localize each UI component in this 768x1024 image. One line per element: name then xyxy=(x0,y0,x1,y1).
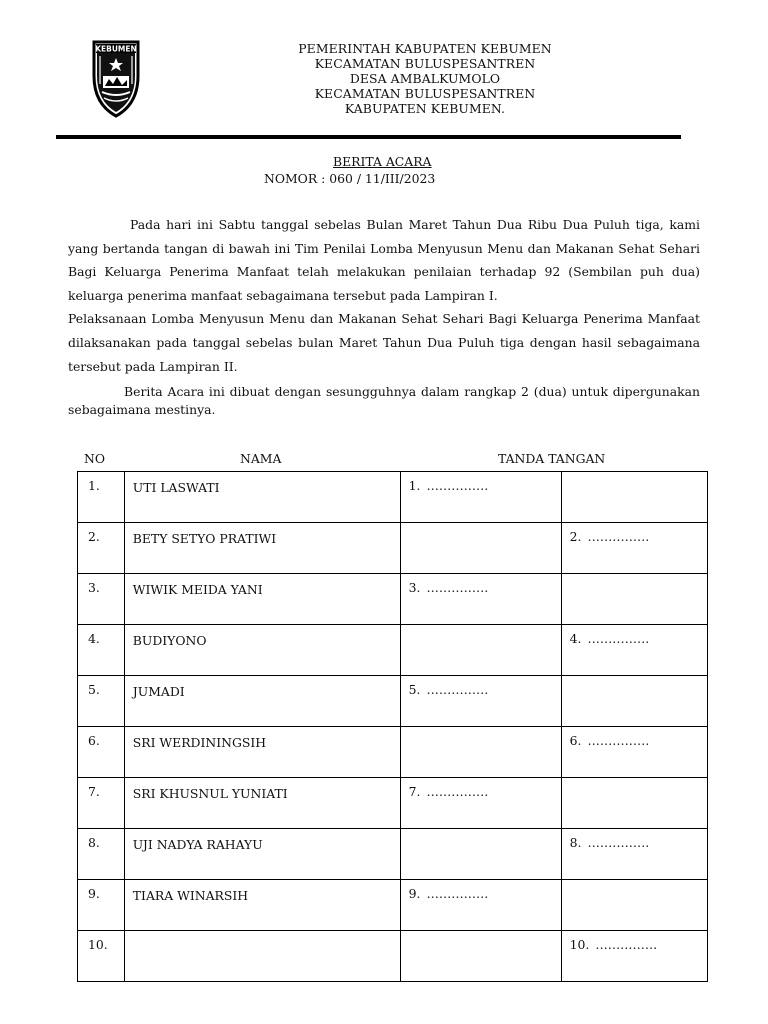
member-name: UJI NADYA RAHAYU xyxy=(132,837,263,852)
signature-cell-left xyxy=(400,727,561,778)
member-name: SRI WERDININGSIH xyxy=(132,735,267,750)
title-heading: BERITA ACARA xyxy=(333,154,432,169)
member-name: BETY SETYO PRATIWI xyxy=(132,531,277,546)
row-number-cell xyxy=(78,574,125,625)
member-name: SRI KHUSNUL YUNIATI xyxy=(132,786,288,801)
paragraph-3: Berita Acara ini dibuat dengan sesungguhnya dalam rangkap 2 (dua) untuk dipergunakan sebagaimana mestinya. xyxy=(68,384,700,418)
signature-table xyxy=(77,471,708,982)
name-cell xyxy=(124,523,400,574)
name-cell xyxy=(124,778,400,829)
member-name: UTI LASWATI xyxy=(132,480,220,495)
table-row xyxy=(78,931,708,982)
row-number: 6. xyxy=(88,733,100,748)
table-row xyxy=(78,829,708,880)
signature-line xyxy=(570,529,650,544)
signature-number: 2. xyxy=(569,529,582,544)
signature-cell-right xyxy=(561,931,707,982)
signature-cell-left xyxy=(400,472,561,523)
signature-dots: …………… xyxy=(587,835,650,850)
paragraph-1: Pada hari ini Sabtu tanggal sebelas Bulan Maret Tahun Dua Ribu Dua Puluh tiga, kami yang bertanda tangan di bawah ini Tim Penilai Lomba Menyusun Menu dan Makanan Sehat Sehari Bagi Keluarga Penerima Manfaat telah melakukan penilaian terhadap 92 (Sembilan puh dua) keluarga penerima manfaat sebagaimana tersebut pada Lampiran I. xyxy=(68,217,700,303)
row-number: 3. xyxy=(88,580,100,595)
signature-number: 5. xyxy=(408,682,421,697)
column-header-nama: NAMA xyxy=(240,451,282,466)
document-body xyxy=(68,213,700,419)
row-number: 2. xyxy=(88,529,100,544)
signature-cell-left xyxy=(400,829,561,880)
letterhead-line-1: PEMERINTAH KABUPATEN KEBUMEN xyxy=(298,41,552,56)
row-number-cell xyxy=(78,829,125,880)
signature-dots: …………… xyxy=(587,529,650,544)
member-name: WIWIK MEIDA YANI xyxy=(132,582,263,597)
row-number: 8. xyxy=(88,835,100,850)
column-header-no: NO xyxy=(84,451,105,466)
signature-cell-left xyxy=(400,880,561,931)
logo-lettering: KEBUMEN xyxy=(95,44,137,54)
row-number: 4. xyxy=(88,631,100,646)
signature-cell-right xyxy=(561,523,707,574)
signature-line xyxy=(570,937,658,952)
name-cell xyxy=(124,574,400,625)
signature-cell-right xyxy=(561,880,707,931)
signature-cell-right xyxy=(561,727,707,778)
name-cell xyxy=(124,472,400,523)
signature-line xyxy=(570,631,650,646)
name-cell xyxy=(124,625,400,676)
letterhead-line-2: KECAMATAN BULUSPESANTREN xyxy=(314,56,536,71)
signature-line xyxy=(409,682,489,697)
signature-number: 3. xyxy=(408,580,421,595)
signature-cell-left xyxy=(400,523,561,574)
table-row xyxy=(78,472,708,523)
row-number: 7. xyxy=(88,784,100,799)
letterhead-line-4: KECAMATAN BULUSPESANTREN xyxy=(314,86,536,101)
signature-cell-right xyxy=(561,472,707,523)
row-number: 9. xyxy=(88,886,100,901)
signature-line xyxy=(409,784,489,799)
signature-number: 6. xyxy=(569,733,582,748)
signature-line xyxy=(570,835,650,850)
paragraph-2: Pelaksanaan Lomba Menyusun Menu dan Makanan Sehat Sehari Bagi Keluarga Penerima Manfaat dilaksanakan pada tanggal sebelas bulan Maret Tahun Dua Puluh tiga dengan hasil sebagaimana tersebut pada Lampiran II. xyxy=(68,311,700,374)
row-number-cell xyxy=(78,727,125,778)
letterhead-divider xyxy=(56,135,681,139)
signature-number: 9. xyxy=(408,886,421,901)
member-name: BUDIYONO xyxy=(132,633,207,648)
signature-number: 10. xyxy=(569,937,590,952)
letterhead-line-5: KABUPATEN KEBUMEN. xyxy=(344,101,506,116)
member-name: TIARA WINARSIH xyxy=(132,888,249,903)
row-number-cell xyxy=(78,778,125,829)
letterhead-line-3: DESA AMBALKUMOLO xyxy=(349,71,501,86)
signature-line xyxy=(409,478,489,493)
table-row xyxy=(78,676,708,727)
signature-dots: …………… xyxy=(595,937,658,952)
signature-number: 7. xyxy=(408,784,421,799)
signature-cell-right xyxy=(561,778,707,829)
signature-cell-left xyxy=(400,931,561,982)
member-name: JUMADI xyxy=(132,684,185,699)
signature-dots: …………… xyxy=(426,580,489,595)
row-number: 1. xyxy=(88,478,100,493)
table-row xyxy=(78,625,708,676)
signature-dots: …………… xyxy=(587,733,650,748)
name-cell xyxy=(124,829,400,880)
signature-line xyxy=(409,580,489,595)
name-cell xyxy=(124,727,400,778)
row-number-cell xyxy=(78,880,125,931)
signature-cell-right xyxy=(561,574,707,625)
signature-line xyxy=(570,733,650,748)
row-number: 5. xyxy=(88,682,100,697)
row-number-cell xyxy=(78,472,125,523)
row-number-cell xyxy=(78,625,125,676)
document-number: NOMOR : 060 / 11/III/2023 xyxy=(264,171,436,186)
signature-number: 1. xyxy=(408,478,421,493)
signature-dots: …………… xyxy=(426,886,489,901)
row-number-cell xyxy=(78,931,125,982)
signature-dots: …………… xyxy=(426,682,489,697)
signature-number: 8. xyxy=(569,835,582,850)
row-number-cell xyxy=(78,676,125,727)
table-row xyxy=(78,523,708,574)
signature-cell-right xyxy=(561,625,707,676)
name-cell xyxy=(124,880,400,931)
table-row xyxy=(78,778,708,829)
signature-cell-left xyxy=(400,574,561,625)
table-row xyxy=(78,880,708,931)
signature-cell-left xyxy=(400,676,561,727)
signature-dots: …………… xyxy=(587,631,650,646)
kebumen-coat-of-arms-logo xyxy=(72,36,160,122)
name-cell xyxy=(124,676,400,727)
row-number: 10. xyxy=(88,937,108,952)
table-row xyxy=(78,727,708,778)
signature-table-body xyxy=(78,472,708,982)
signature-line xyxy=(409,886,489,901)
name-cell xyxy=(124,931,400,982)
signature-cell-left xyxy=(400,778,561,829)
signature-dots: …………… xyxy=(426,478,489,493)
signature-dots: …………… xyxy=(426,784,489,799)
signature-cell-right xyxy=(561,829,707,880)
signature-number: 4. xyxy=(569,631,582,646)
signature-cell-right xyxy=(561,676,707,727)
table-row xyxy=(78,574,708,625)
column-header-tanda-tangan: TANDA TANGAN xyxy=(498,451,606,466)
signature-cell-left xyxy=(400,625,561,676)
row-number-cell xyxy=(78,523,125,574)
letterhead xyxy=(270,41,580,116)
